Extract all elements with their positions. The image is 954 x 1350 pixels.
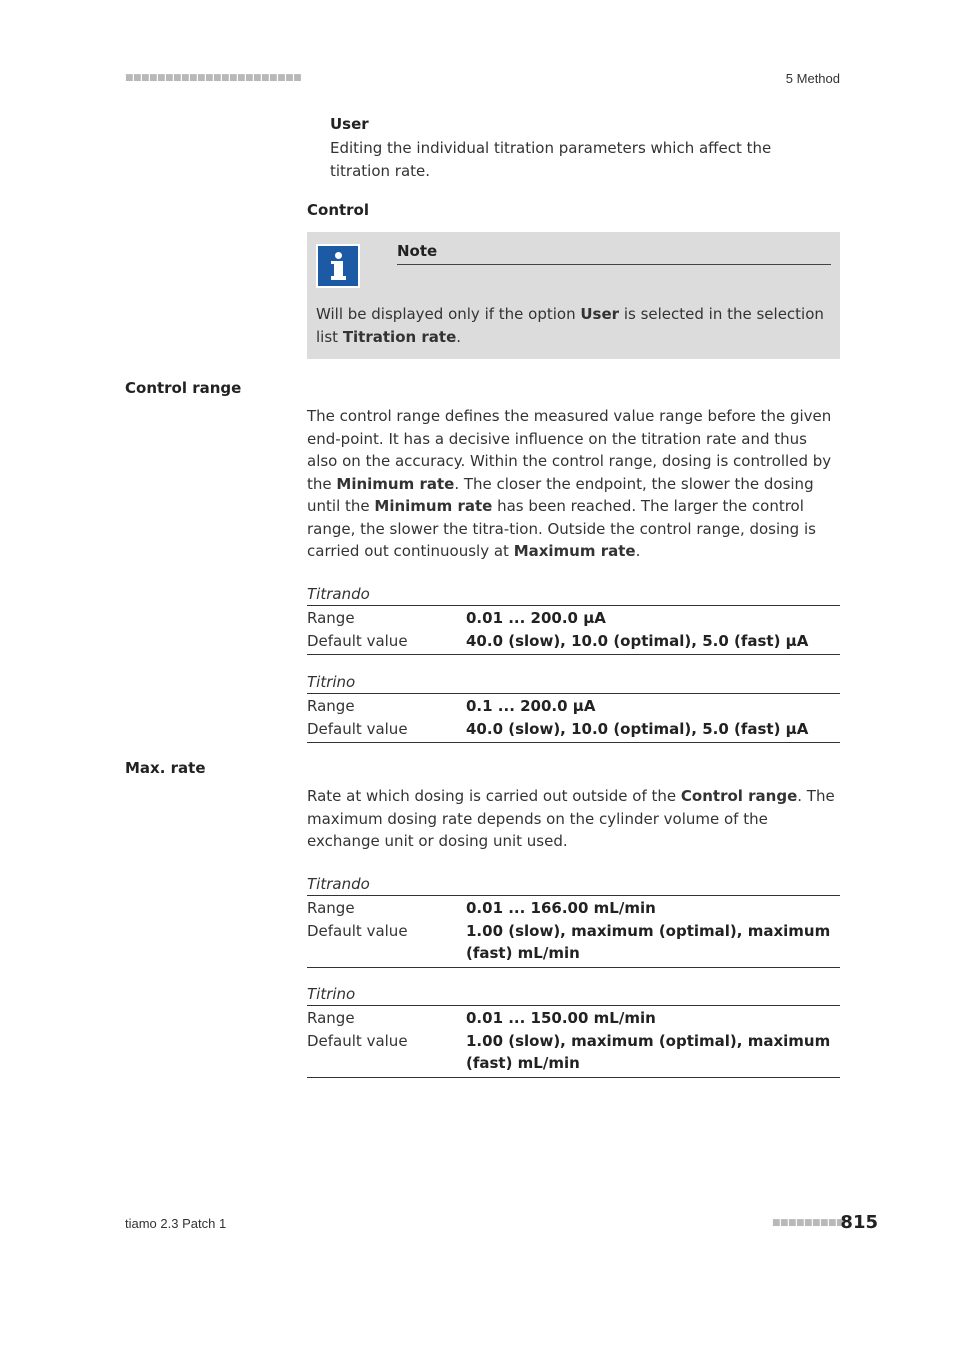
user-option-description: Editing the individual titration parameters which affect the titration rate. [330,139,772,180]
chapter-label: 5 Method [785,71,840,86]
table-caption: Titrando [307,874,840,896]
note-box [307,232,840,359]
user-option-title: User [330,115,369,133]
control-range-description: The control range defines the measured value range before the given end-point. It has a decisive influence on the titration rate and thus also on the accuracy. Within the control range, dosing is controlled by the Minimum rate. The closer the endpoint, the slower the dosing until the Minimum rate has been reached. The larger the control range, the slower the titra-tion. Outside the control range, dosing is carried out continuously at Maximum rate. [307,407,832,560]
control-heading: Control [307,201,370,219]
control-range-titrino-table [307,672,840,743]
table-row: Range 0.01 ... 200.0 µA [307,609,606,627]
table-caption: Titrino [307,984,840,1006]
footer-decoration: ■■■■■■■■■ [772,1218,845,1228]
table-row: Default value 1.00 (slow), maximum (optimal), maximum (fast) mL/min [307,1031,831,1072]
note-text: Will be displayed only if the option User is selected in the selection list Titration rate. [316,305,824,346]
table-caption: Titrando [307,584,840,606]
table-row: Default value 1.00 (slow), maximum (optimal), maximum (fast) mL/min [307,921,831,962]
control-range-titrando-table [307,584,840,655]
note-title: Note [397,242,831,265]
table-row: Default value 40.0 (slow), 10.0 (optimal), 5.0 (fast) µA [307,719,809,738]
table-row: Default value 40.0 (slow), 10.0 (optimal), 5.0 (fast) µA [307,631,809,650]
control-range-heading: Control range [125,379,242,397]
table-row: Range 0.01 ... 166.00 mL/min [307,899,656,917]
header-decoration: ■■■■■■■■■■■■■■■■■■■■■■ [125,73,302,83]
max-rate-heading: Max. rate [125,759,206,777]
max-rate-titrando-table [307,874,840,968]
table-row: Range 0.1 ... 200.0 µA [307,697,596,715]
info-icon [316,244,360,288]
page-number: 815 [840,1212,878,1233]
table-row: Range 0.01 ... 150.00 mL/min [307,1009,656,1027]
max-rate-description: Rate at which dosing is carried out outside of the Control range. The maximum dosing rate depends on the cylinder volume of the exchange unit or dosing unit used. [307,787,835,850]
max-rate-titrino-table [307,984,840,1078]
table-caption: Titrino [307,672,840,694]
footer-product: tiamo 2.3 Patch 1 [125,1216,227,1231]
user-option-block [330,115,830,182]
